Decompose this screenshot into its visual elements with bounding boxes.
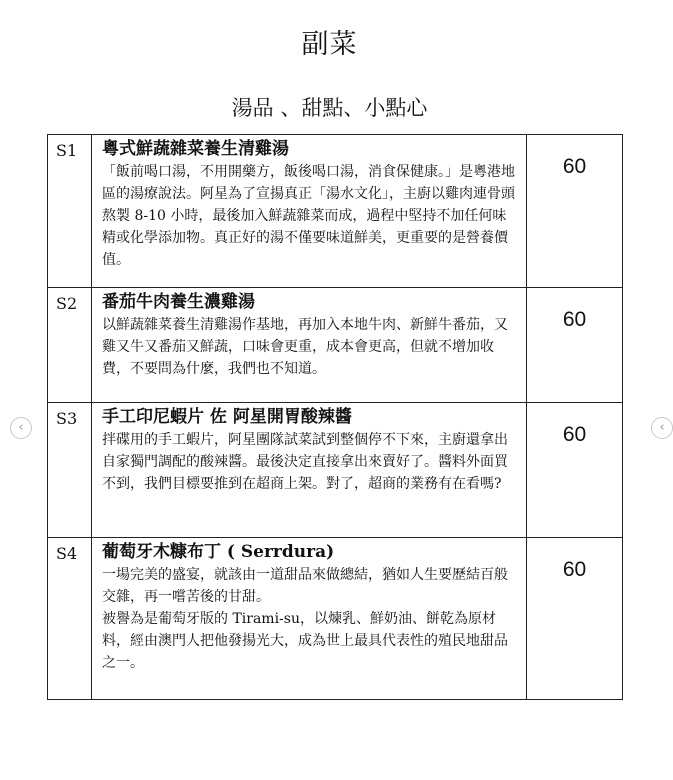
- menu-table: [47, 134, 623, 700]
- dish-name: 葡萄牙木糠布丁 ( Serrdura): [102, 542, 335, 562]
- item-price: 60: [562, 308, 587, 331]
- item-description-cell: [92, 403, 527, 537]
- menu-row: [48, 288, 622, 403]
- item-description-cell: [92, 538, 527, 699]
- dish-description: 一場完美的盛宴，就該由一道甜品來做總結，猶如人生要歷結百般交雜，再一嚐苦後的甘甜。: [102, 567, 508, 605]
- dish-description: 以鮮蔬雜菜養生清雞湯作基地，再加入本地牛肉、新鮮牛番茄，又雞又牛又番茄又鮮蔬，口味會更重，成本會更高，但就不增加收費，不要問為什麼，我們也不知道。: [102, 317, 508, 377]
- prev-arrow-icon[interactable]: ‹: [10, 417, 32, 439]
- dish-name: 粵式鮮蔬雜菜養生清雞湯: [102, 139, 289, 159]
- item-code: S1: [48, 135, 92, 287]
- item-description-cell: [92, 135, 527, 287]
- item-price: 60: [562, 558, 587, 581]
- dish-description: 拌碟用的手工蝦片，阿星團隊試菜試到整個停不下來，主廚還拿出自家獨門調配的酸辣醬。最後決定直接拿出來賣好了。醬料外面買不到，我們目標要推到在超商上架。對了，超商的業務有在看嗎?: [102, 432, 508, 492]
- dish-name: 手工印尼蝦片 佐 阿星開胃酸辣醬: [102, 407, 352, 427]
- item-price: 60: [562, 155, 587, 178]
- menu-row: [48, 538, 622, 699]
- dish-description-extra: 被譽為是葡萄牙版的 Tirami-su，以煉乳、鮮奶油、餅乾為原材料，經由澳門人把他發揚光大，成為世上最具代表性的殖民地甜品之一。: [102, 611, 508, 671]
- page-subtitle: 湯品 、甜點、小點心: [231, 96, 428, 120]
- item-price: 60: [562, 423, 587, 446]
- dish-name: 番茄牛肉養生濃雞湯: [102, 292, 255, 312]
- item-description-cell: [92, 288, 527, 402]
- page-title: 副菜: [301, 29, 358, 60]
- menu-row: [48, 135, 622, 288]
- item-code: S4: [48, 538, 92, 699]
- item-code: S2: [48, 288, 92, 402]
- item-code: S3: [48, 403, 92, 537]
- next-arrow-icon[interactable]: ‹: [651, 417, 673, 439]
- dish-description: 「飯前喝口湯，不用開藥方，飯後喝口湯，消食保健康。」是粵港地區的湯療說法。阿星為了宣揚真正「湯水文化」，主廚以雞肉連骨頭熬製 8-10 小時，最後加入鮮蔬雜菜而成，過程中堅持不加任何味精或化學添加物。真正好的湯不僅要味道鮮美，更重要的是營養價值。: [102, 164, 515, 268]
- menu-row: [48, 403, 622, 538]
